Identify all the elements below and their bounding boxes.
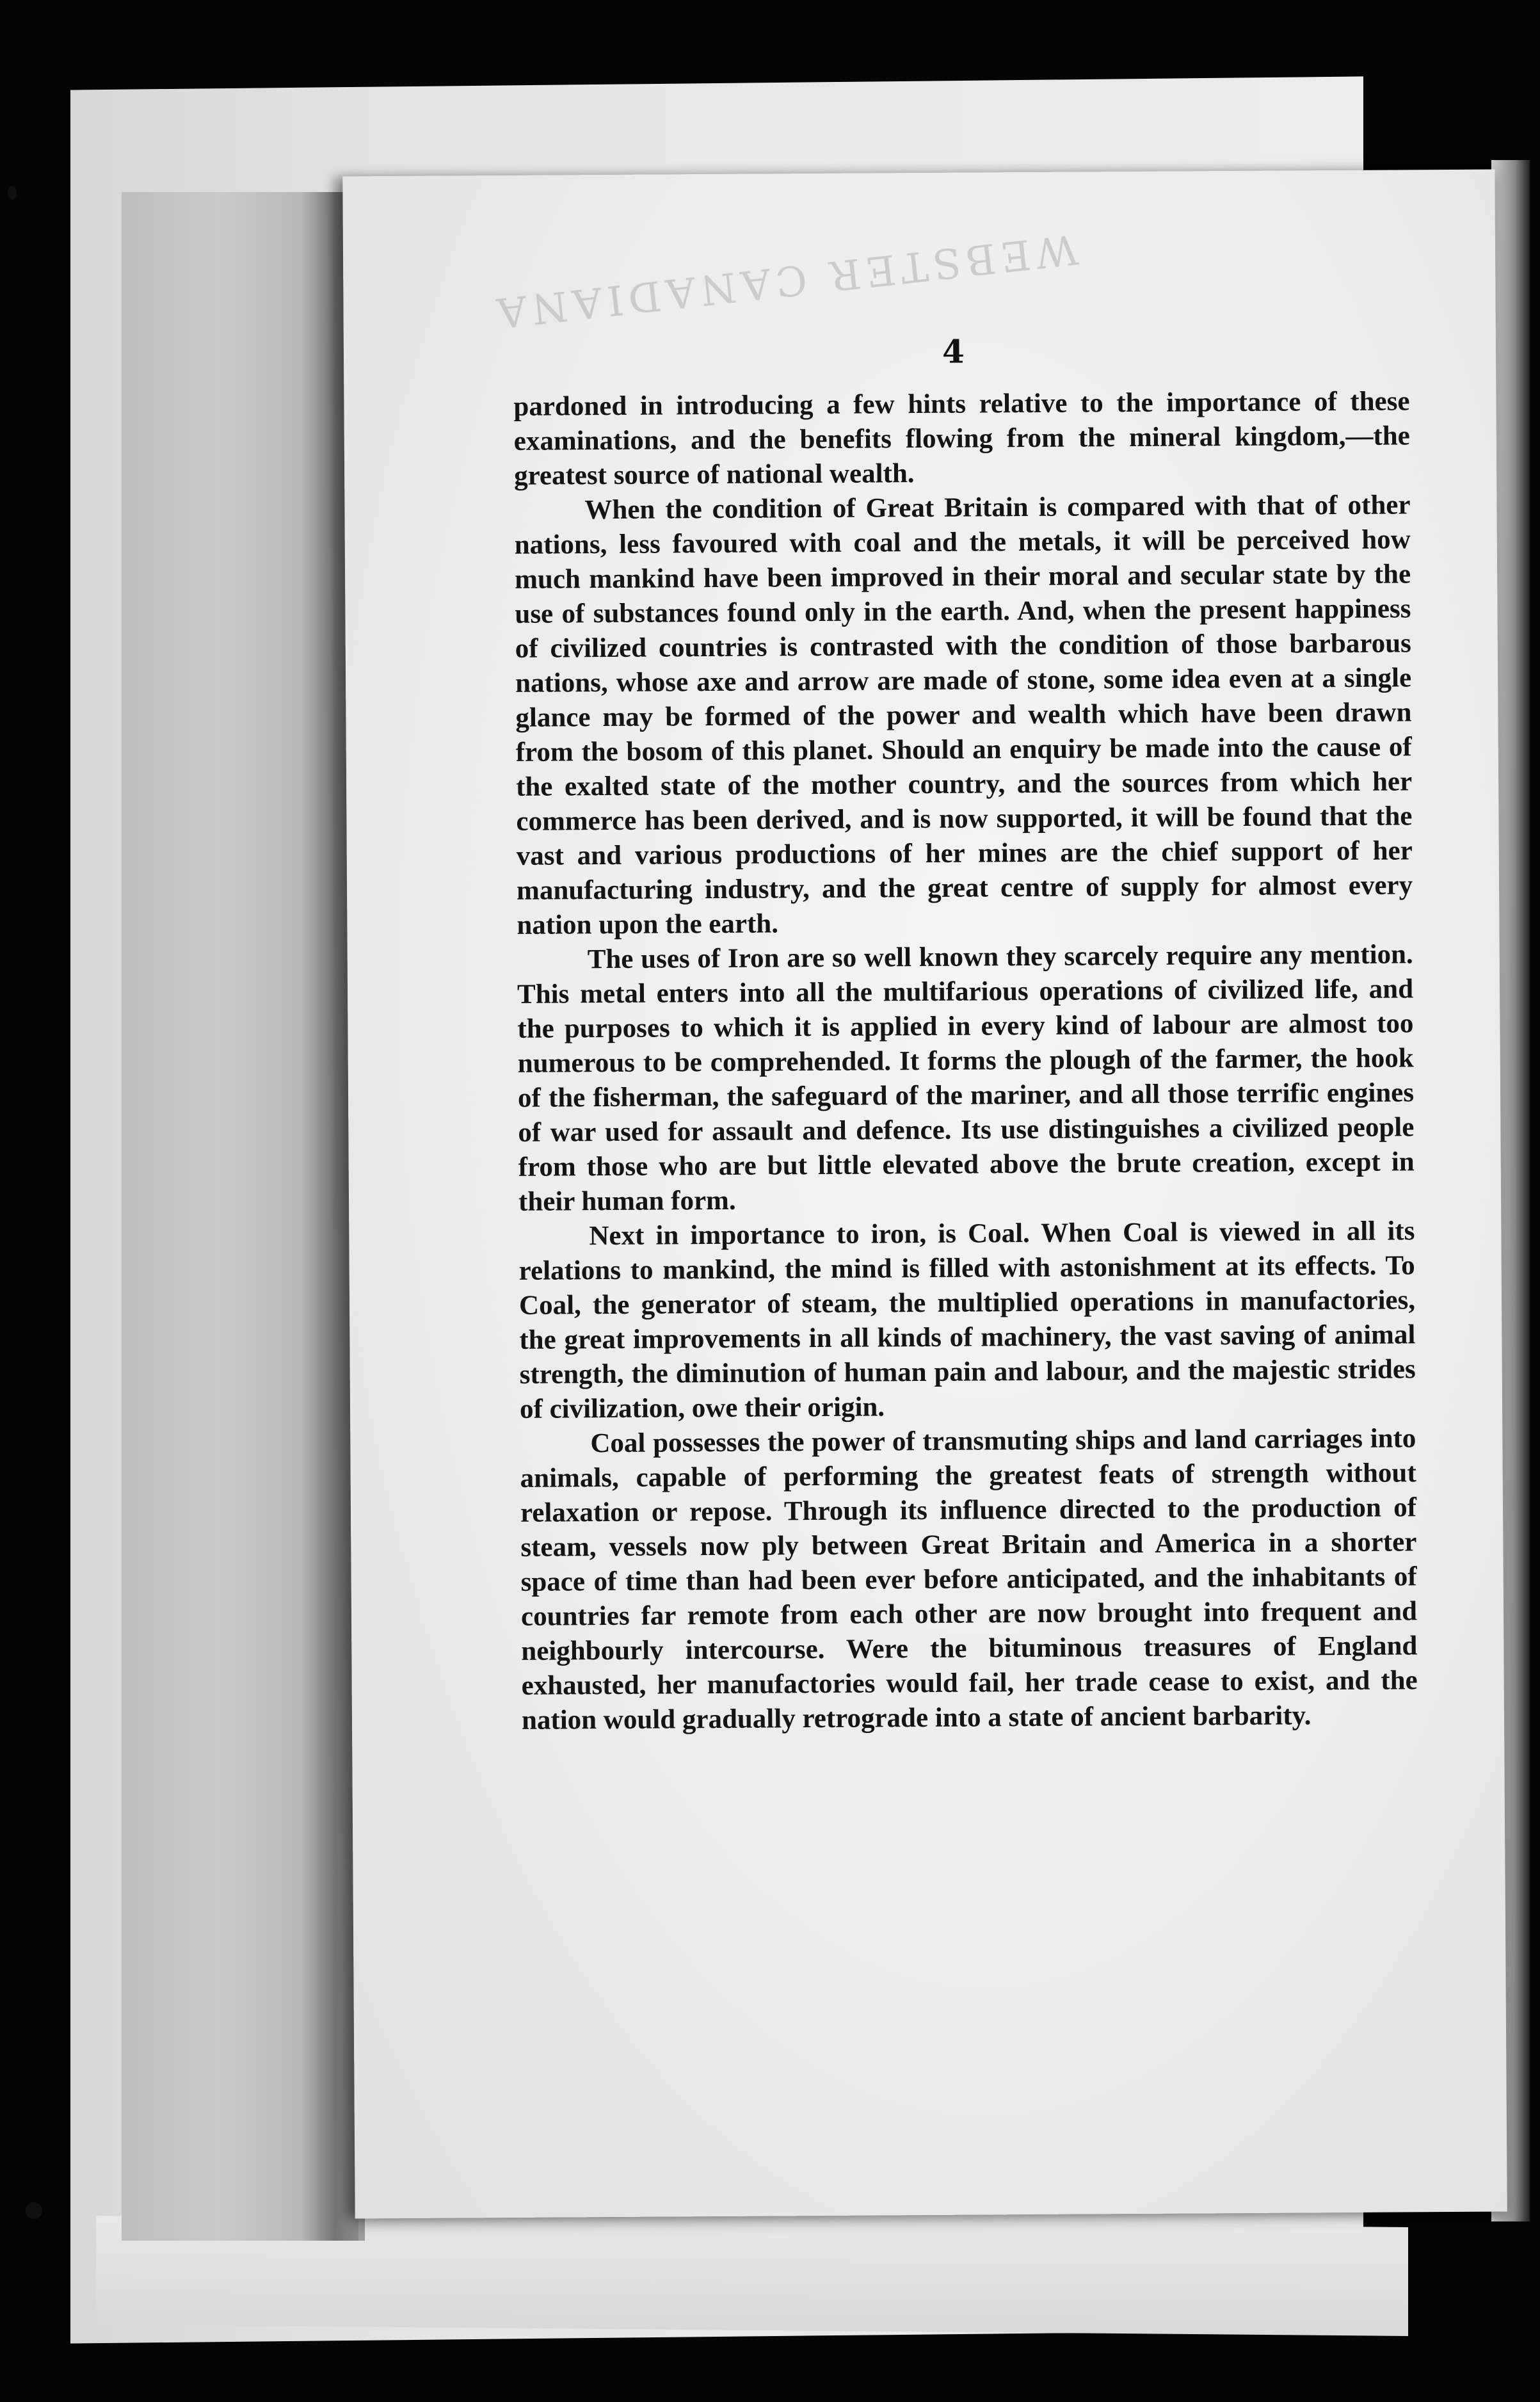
scan-speck [8,186,17,200]
paragraph-4: Next in importance to iron, is Coal. When Coal is viewed in all its relations to mankind, the mind is filled with astonishment at its effects. To Coal, the generator of steam, the multiplied operations in manufactories, the great improvements in all kinds of machinery, the vast saving of animal strength, the diminution of human pain and labour, and the majestic strides of civilization, owe their origin. [518,1216,1416,1424]
paragraph-3: The uses of Iron are so well known they scarcely require any mention. This metal enters into all the multifarious operations of civilized life, and the purposes to which it is applied in every kind of labour are almost too numerous to be comprehended. It forms the plough of the farmer, the hook of the fisherman, the safeguard of the mariner, and all those terrific engines of war used for assault and defence. Its use distinguishes a civilized people from those who are but little elevated above the brute creation, except in their human form. [517,939,1415,1217]
library-stamp: WEBSTER CANADIANA [490,224,1080,337]
scan-speck [26,2202,42,2219]
page-number: 4 [942,332,965,371]
body-text [513,384,1418,1738]
paragraph-1: pardoned in introducing a few hints relative to the importance of these examinations, and the benefits flowing from the mineral kingdom,—the greatest source of national wealth. [513,386,1410,491]
printed-page [342,170,1507,2219]
paragraph-5: Coal possesses the power of transmuting ships and land carriages into animals, capable of performing the greatest feats of strength without relaxation or repose. Through its influence directed to the production of steam, vessels now ply between Great Britain and America in a shorter space of time than had been ever before anticipated, and the inhabitants of countries far remote from each other are now brought into frequent and neighbourly intercourse. Were the bituminous treasures of England exhausted, her manufactories would fail, her trade cease to exist, and the nation would gradually retrograde into a state of ancient barbarity. [520,1423,1418,1736]
paragraph-2: When the condition of Great Britain is compared with that of other nations, less favoured with coal and the metals, it will be perceived how much mankind have been improved in their moral and secular state by the use of substances found only in the earth. And, when the present happiness of civilized countries is contrasted with the condition of those barbarous nations, whose axe and arrow are made of stone, some idea even at a single glance may be formed of the power and wealth which have been drawn from the bosom of this planet. Should an enquiry be made into the cause of the exalted state of the mother country, and the sources from which her commerce has been derived, and is now supported, it will be found that the vast and various productions of her mines are the chief support of her manufacturing industry, and the great centre of supply for almost every nation upon the earth. [514,490,1413,940]
